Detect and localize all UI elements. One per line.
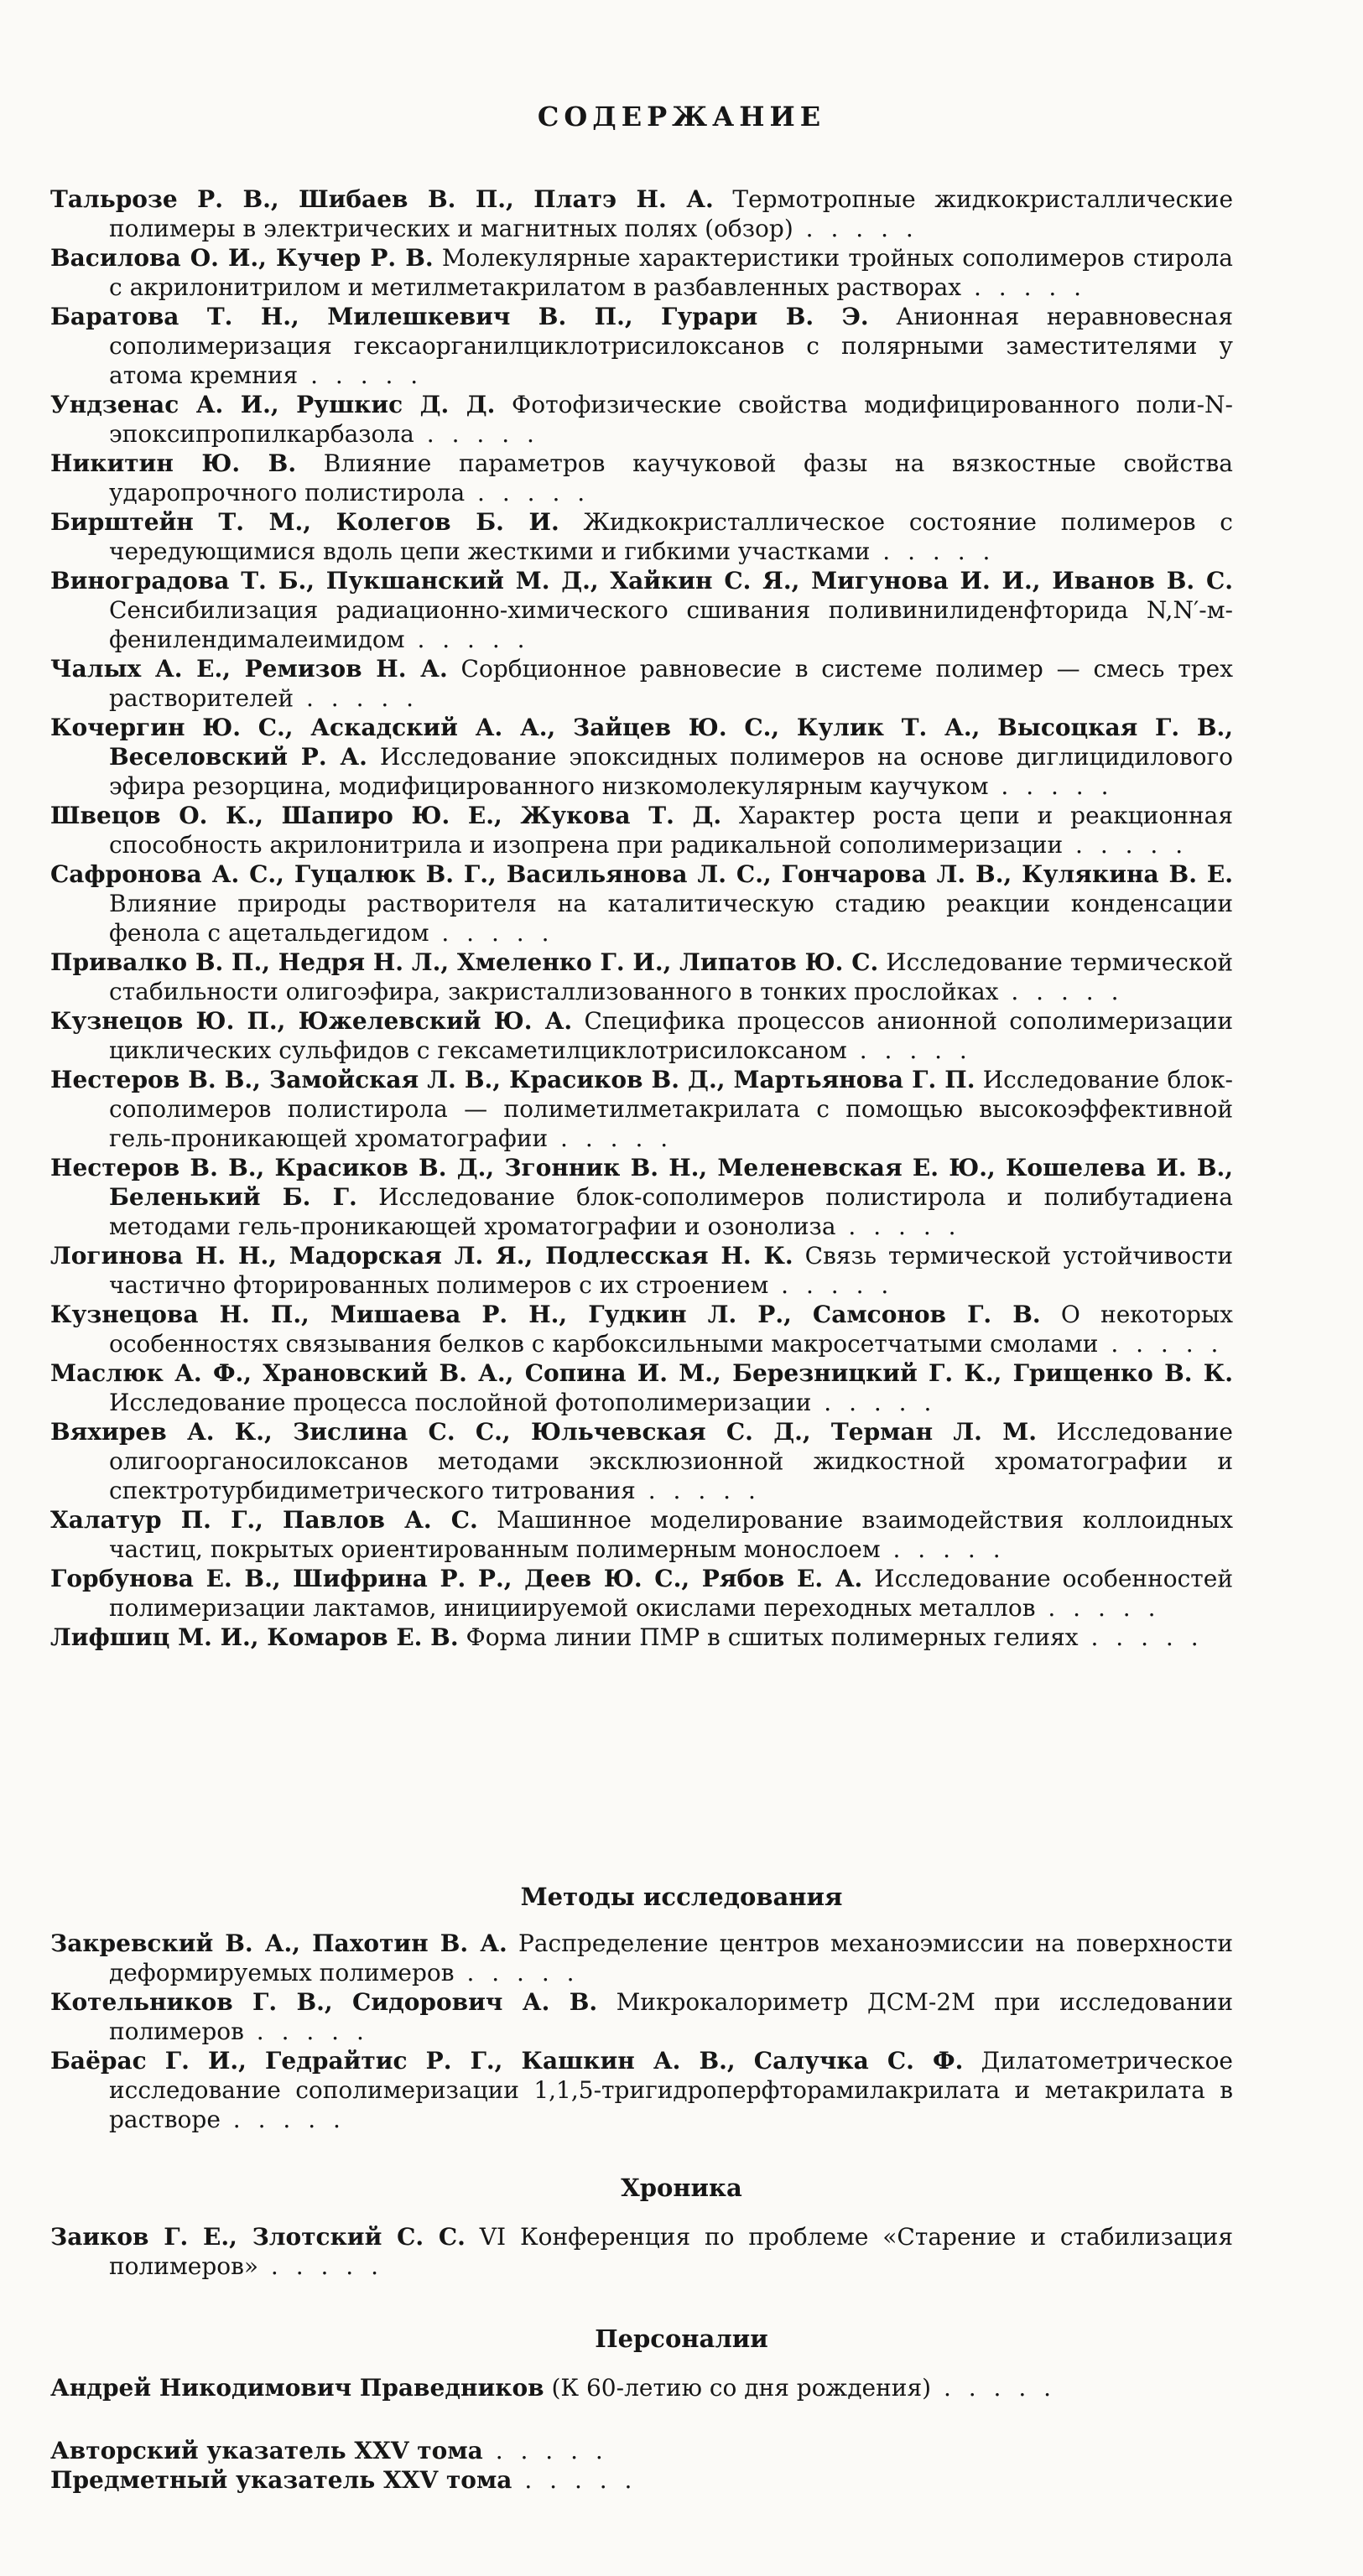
- leader-dots: . . . . .: [482, 2437, 608, 2464]
- entry-title: Специфика процессов анионной сополимеризации циклических сульфидов с гексаметилциклотрисилоксаном: [109, 1007, 1233, 1064]
- toc-entry: [50, 801, 1308, 860]
- entry-authors: Нестеров В. В., Красиков В. Д., Згонник В. Н., Меленевская Е. Ю., Кошелева И. В., Беленький Б. Г.: [50, 1154, 1233, 1211]
- entry-title: Сенсибилизация радиационно-химического сшивания поливинилиденфторида N,N′-м-фенилендималеимидом: [109, 596, 1233, 653]
- section-heading-methods: Методы исследования: [520, 1883, 843, 1911]
- leader-dots: . . . . .: [998, 978, 1124, 1005]
- entry-title: Исследование блок-сополимеров полистирола и полибутадиена методами гель-проникающей хроматографии и озонолиза: [109, 1183, 1233, 1240]
- toc-entry: [50, 713, 1308, 801]
- toc-entry: [50, 1300, 1308, 1358]
- entry-authors: Котельников Г. В., Сидорович А. В.: [50, 1988, 598, 2016]
- toc-entry: [50, 1505, 1308, 1564]
- main-entries-list: [50, 184, 1308, 1652]
- entry-authors: Василова О. И., Кучер Р. В.: [50, 244, 434, 272]
- entry-title: VI Конференция по проблеме «Старение и стабилизация полимеров»: [109, 2223, 1233, 2280]
- entry-authors: Логинова Н. Н., Мадорская Л. Я., Подлесская Н. К.: [50, 1242, 793, 1270]
- leader-dots: . . . . .: [1035, 1594, 1161, 1622]
- methods-entries-list: [50, 1929, 1308, 2134]
- toc-entry: [50, 654, 1308, 713]
- leader-dots: . . . . .: [635, 1477, 761, 1504]
- toc-entry: [50, 1417, 1308, 1505]
- toc-entry: [50, 1623, 1308, 1652]
- toc-entry: [50, 243, 1308, 302]
- entry-title: Микрокалориметр ДСМ-2М при исследовании полимеров: [109, 1988, 1233, 2045]
- entry-authors: Ундзенас А. И., Рушкис Д. Д.: [50, 391, 496, 418]
- entry-title: Влияние природы растворителя на каталитическую стадию реакции конденсации фенола с ацетальдегидом: [109, 890, 1233, 947]
- entry-title: Анионная неравновесная сополимеризация гексаорганилциклотрисилоксанов с полярными заместителями у атома кремния: [109, 303, 1233, 389]
- entry-title: Связь термической устойчивости частично фторированных полимеров с их строением: [109, 1242, 1233, 1299]
- entry-authors: Сафронова А. С., Гуцалюк В. Г., Васильянова Л. С., Гончарова Л. В., Кулякина В. Е.: [50, 860, 1233, 888]
- toc-entry: [50, 1929, 1308, 1987]
- toc-entry: [50, 390, 1308, 449]
- toc-entry: [50, 948, 1308, 1006]
- entry-title: Жидкокристаллическое состояние полимеров с чередующимися вдоль цепи жесткими и гибкими участками: [109, 508, 1233, 565]
- leader-dots: . . . . .: [243, 2018, 369, 2045]
- entry-title: Исследование особенностей полимеризации лактамов, инициируемой окислами переходных металлов: [109, 1565, 1233, 1622]
- leader-dots: . . . . .: [429, 919, 554, 947]
- toc-entry: [50, 2465, 1308, 2495]
- entry-title: Распределение центров механоэмиссии на поверхности деформируемых полимеров: [109, 1929, 1233, 1987]
- entry-authors: Баёрас Г. И., Гедрайтис Р. Г., Кашкин А. В., Салучка С. Ф.: [50, 2047, 964, 2075]
- leader-dots: . . . . .: [846, 1036, 972, 1064]
- entry-title: Фотофизические свойства модифицированного поли-N-эпоксипропилкарбазола: [109, 391, 1233, 448]
- leader-dots: . . . . .: [258, 2252, 384, 2280]
- leader-dots: . . . . .: [298, 361, 424, 389]
- chronicle-entries-list: [50, 2222, 1308, 2281]
- entry-title: Термотропные жидкокристаллические полимеры в электрических и магнитных полях (обзор): [109, 185, 1234, 242]
- entry-authors: Чалых А. Е., Ремизов Н. А.: [50, 655, 448, 683]
- toc-entry: [50, 184, 1308, 243]
- leader-dots: . . . . .: [1078, 1623, 1204, 1651]
- leader-dots: . . . . .: [793, 215, 918, 242]
- toc-entry: [50, 2436, 1308, 2465]
- toc-entry: [50, 507, 1308, 566]
- entry-authors: Горбунова Е. В., Шифрина Р. Р., Деев Ю. С., Рябов Е. А.: [50, 1565, 863, 1592]
- entry-authors: Заиков Г. Е., Злотский С. С.: [50, 2223, 466, 2251]
- leader-dots: . . . . .: [548, 1124, 674, 1152]
- toc-entry: [50, 1987, 1308, 2046]
- leader-dots: . . . . .: [988, 772, 1114, 800]
- index-entries-list: [50, 2436, 1308, 2495]
- leader-dots: . . . . .: [220, 2106, 346, 2133]
- entry-authors: Тальрозе Р. В., Шибаев В. П., Платэ Н. А.: [50, 185, 714, 213]
- personalia-entries-list: [50, 2373, 1308, 2402]
- entry-page-number: [1238, 0, 1308, 2495]
- section-heading-chronicle: Хроника: [621, 2174, 742, 2202]
- toc-entry: [50, 1006, 1308, 1065]
- toc-entry: [50, 2046, 1308, 2134]
- entry-authors: Андрей Никодимович Праведников: [50, 2374, 544, 2402]
- entry-authors: Никитин Ю. В.: [50, 449, 297, 477]
- leader-dots: . . . . .: [835, 1213, 961, 1240]
- section-heading-personalia: Персоналии: [595, 2324, 768, 2353]
- entry-title: Исследование процесса послойной фотополимеризации: [109, 1389, 812, 1416]
- toc-entry: [50, 1153, 1308, 1241]
- toc-entry: [50, 1564, 1308, 1623]
- toc-entry: [50, 566, 1308, 654]
- entry-title: Характер роста цепи и реакционная способность акрилонитрила и изопрена при радикальной сополимеризации: [109, 802, 1234, 859]
- toc-entry: [50, 2222, 1308, 2281]
- entry-title: Исследование эпоксидных полимеров на основе диглицидилового эфира резорцина, модифицированного низкомолекулярным каучуком: [109, 743, 1234, 800]
- entry-title: Дилатометрическое исследование сополимеризации 1,1,5-тригидроперфторамилакрилата и метакрилата в растворе: [109, 2047, 1233, 2133]
- leader-dots: . . . . .: [294, 684, 419, 712]
- toc-entry: [50, 1241, 1308, 1300]
- leader-dots: . . . . .: [768, 1271, 894, 1299]
- leader-dots: . . . . .: [1063, 831, 1189, 859]
- toc-entry: [50, 2373, 1308, 2402]
- leader-dots: . . . . .: [931, 2374, 1057, 2402]
- leader-dots: . . . . .: [465, 479, 590, 506]
- entry-authors: Швецов О. К., Шапиро Ю. Е., Жукова Т. Д.: [50, 802, 722, 829]
- leader-dots: . . . . .: [512, 2466, 637, 2494]
- entry-authors: Виноградова Т. Б., Пукшанский М. Д., Хайкин С. Я., Мигунова И. И., Иванов В. С.: [50, 567, 1233, 595]
- toc-entry: [50, 1358, 1308, 1417]
- leader-dots: . . . . .: [961, 273, 1087, 301]
- entry-authors: Кузнецов Ю. П., Южелевский Ю. А.: [50, 1007, 573, 1035]
- entry-authors: Баратова Т. Н., Милешкевич В. П., Гурари В. Э.: [50, 303, 869, 330]
- entry-authors: Нестеров В. В., Замойская Л. В., Красиков В. Д., Мартьянова Г. П.: [50, 1066, 975, 1093]
- toc-entry: [50, 860, 1308, 948]
- entry-authors: Маслюк А. Ф., Храновский В. А., Сопина И. М., Березницкий Г. К., Грищенко В. К.: [50, 1359, 1233, 1387]
- entry-authors: Кочергин Ю. С., Аскадский А. А., Зайцев Ю. С., Кулик Т. А., Высоцкая Г. В., Веселовский Р. А.: [50, 714, 1233, 771]
- entry-title: Молекулярные характеристики тройных сополимеров стирола с акрилонитрилом и метилметакрилатом в разбавленных растворах: [109, 244, 1233, 301]
- toc-entry: [50, 449, 1308, 507]
- leader-dots: . . . . .: [870, 538, 996, 565]
- entry-title: Сорбционное равновесие в системе полимер — смесь трех растворителей: [109, 655, 1234, 712]
- leader-dots: . . . . .: [880, 1535, 1006, 1563]
- entry-authors: Халатур П. Г., Павлов А. С.: [50, 1506, 478, 1534]
- entry-title: Машинное моделирование взаимодействия коллоидных частиц, покрытых ориентированным полимерным монослоем: [109, 1506, 1234, 1563]
- leader-dots: . . . . .: [404, 626, 530, 653]
- leader-dots: . . . . .: [1098, 1330, 1224, 1358]
- leader-dots: . . . . .: [414, 420, 539, 448]
- leader-dots: . . . . .: [811, 1389, 937, 1416]
- entry-authors: Лифшиц М. И., Комаров Е. В.: [50, 1623, 459, 1651]
- toc-entry: [50, 1065, 1308, 1153]
- entry-title: (К 60-летию со дня рождения): [551, 2374, 932, 2402]
- entry-authors: Привалко В. П., Недря Н. Л., Хмеленко Г. И., Липатов Ю. С.: [50, 948, 879, 976]
- entry-title: Исследование термической стабильности олигоэфира, закристаллизованного в тонких прослойках: [109, 948, 1233, 1005]
- entry-authors: Предметный указатель XXV тома: [50, 2466, 512, 2494]
- leader-dots: . . . . .: [454, 1959, 580, 1987]
- entry-title: О некоторых особенностях связывания белков с карбоксильными макросетчатыми смолами: [109, 1301, 1234, 1358]
- entry-title: Исследование блок-сополимеров полистирола — полиметилметакрилата с помощью высокоэффективной гель-проникающей хроматографии: [109, 1066, 1234, 1152]
- page-title: СОДЕРЖАНИЕ: [537, 101, 826, 132]
- entry-authors: Вяхирев А. К., Зислина С. С., Юльчевская С. Д., Терман Л. М.: [50, 1418, 1037, 1446]
- entry-authors: Бирштейн Т. М., Колегов Б. И.: [50, 508, 559, 536]
- entry-authors: Кузнецова Н. П., Мишаева Р. Н., Гудкин Л. Р., Самсонов Г. В.: [50, 1301, 1041, 1328]
- entry-title: Форма линии ПМР в сшитых полимерных гелиях: [466, 1623, 1079, 1651]
- entry-authors: Авторский указатель XXV тома: [50, 2437, 483, 2464]
- toc-entry: [50, 302, 1308, 390]
- entry-authors: Закревский В. А., Пахотин В. А.: [50, 1929, 507, 1957]
- entry-title: Влияние параметров каучуковой фазы на вязкостные свойства ударопрочного полистирола: [109, 449, 1233, 506]
- entry-title: Исследование олигоорганосилоксанов методами эксклюзионной жидкостной хроматографии и спектротурбидиметрического титрования: [109, 1418, 1233, 1504]
